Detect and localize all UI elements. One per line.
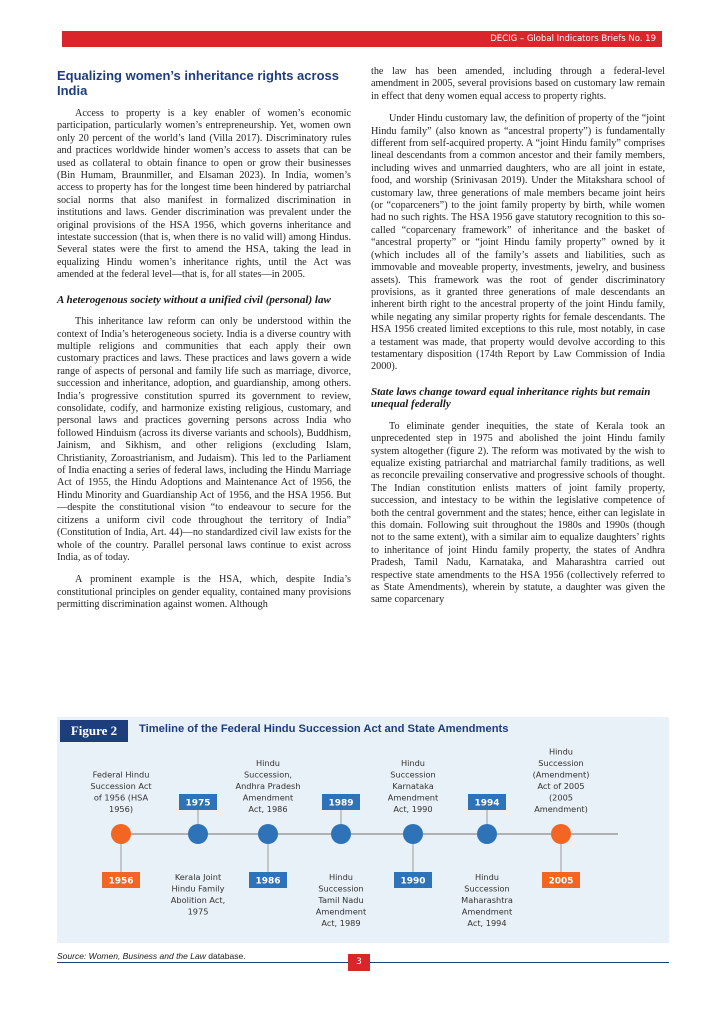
event-description-line: Kerala Joint xyxy=(174,872,222,882)
subsection-heading: State laws change toward equal inheritance rights but remain unequal federally xyxy=(371,385,651,411)
event-description-line: Amendment xyxy=(315,906,367,917)
event-description-line: Hindu xyxy=(400,758,426,768)
event-description-line: Hindu Family xyxy=(171,883,225,894)
event-marker xyxy=(331,824,351,844)
event-description-line: Abolition Act, xyxy=(170,895,226,905)
event-description-line: Act, 1990 xyxy=(393,804,433,814)
timeline-event-1986 xyxy=(235,758,300,888)
event-description-line: (2005 xyxy=(548,792,574,803)
left-column xyxy=(57,66,351,612)
year-label: 2005 xyxy=(548,876,574,887)
paragraph: Access to property is a key enabler of women’s economic participation, particularly women’s entrepreneurship. Yet, women own only 20 percent of the world’s land (Villa 2017). Discriminatory rules and practices worldwide hinder women’s access to assets that can be used as collateral to obtain finance to open or grow their businesses (Bin Humam, Braunmiller, and Elsaman 2023). In India, women’s access to property has for the longest time been hindered by patriarchal social norms that also manifest in formalized discrimination in institutions and laws. Gender discrimination was prevalent under the original provisions of the HSA 1956, which governs inheritance and intestate succession (that is, when there is no valid will) among Hindus. Several states were the first to amend the HSA, taking the lead in equalizing Hindu women’s inheritance rights, until the Act was amended at the federal level—that is, for all states—in 2005. xyxy=(57,108,351,281)
year-label: 1975 xyxy=(185,798,211,809)
event-description-line: Tamil Nadu xyxy=(318,895,364,905)
event-description-line: Amendment xyxy=(242,792,294,803)
event-marker xyxy=(111,824,131,844)
timeline-chart xyxy=(57,742,669,942)
event-description-line: Succession xyxy=(464,883,510,894)
event-marker xyxy=(551,824,571,844)
year-label: 1990 xyxy=(400,876,426,887)
figure-header xyxy=(57,720,669,742)
year-label: 1956 xyxy=(108,876,134,887)
event-description-line: Succession xyxy=(318,883,364,894)
paragraph: Under Hindu customary law, the definition of property of the “joint Hindu family” (also known as “ancestral property”) is fundamentally different from self-acquired property. A “joint Hindu family” comprises lineal descendants from a common ancestor and their family members, including wives and unmarried daughters, who are all joint in estate, food, and worship (Srinivasan 2019). Under the Mitakshara school of customary law, three generations of male members became joint heirs (or “coparceners”) to the joint family property by birth, while women had no such rights. The HSA 1956 gave statutory recognition to this so-called “coparcenary framework” of inheritance and the basket of “ancestral property” or “joint Hindu family property” owned by it (which includes all of the family’s assets and liabilities, such as immovable and moveable property, investments, jewelry, and business assets). This framework was the root of gender discriminatory provisions, as it granted three generations of male descendants an inherent birth right to the ancestral property of the joint Hindu family, while negating any similar property rights for female descendants. The HSA 1956 created limited exceptions to this rule, most notably, in case a testament was made, that property would devolve according to this testamentary disposition (174th Report by Law Commission of India 2000). xyxy=(371,113,665,373)
event-description-line: Act, 1994 xyxy=(467,918,507,928)
event-description-line: Hindu xyxy=(255,758,281,768)
figure-label: Figure 2 xyxy=(60,720,128,742)
year-label: 1986 xyxy=(255,876,281,887)
source-suffix: database. xyxy=(208,951,246,961)
event-description-line: Succession Act xyxy=(90,781,152,791)
event-description-line: Succession, xyxy=(243,769,293,780)
event-description-line: Amendment xyxy=(387,792,439,803)
paragraph: This inheritance law reform can only be understood within the context of India’s heterogeneous society. India is a diverse country with multiple religions and communities that each apply their own customary practices and laws. These practices and laws govern a wide range of aspects of personal and family life such as marriage, divorce, succession and inheritance, adoption, and guardianship, among others. India’s progressive constitution spurred its government to review, consolidate, codify, and harmonize existing religious, customary, and personal laws and practices governing persons across India who followed Hinduism (across its diverse variants and schools), Buddhism, Jainism, and Sikhism, and other religions (excluding Islam, Christianity, Zoroastrianism, and Judaism). This led to the Parliament of India enacting a series of federal laws, including the Hindu Marriage Act of 1955, the Hindu Adoptions and Maintenance Act of 1956, the Hindu Minority and Guardianship Act of 1956, and the HSA 1956. But—despite the constitutional vision “to endeavour to secure for the citizens a uniform civil code throughout the territory of India” (Constitution of India, Art. 44)—no standardized civil law exists for the whole of the country. Parallel personal laws continue to exist across India, as of today. xyxy=(57,316,351,563)
timeline-event-1990 xyxy=(388,758,439,888)
event-description-line: of 1956 (HSA xyxy=(93,792,149,803)
paragraph: the law has been amended, including through a federal-level amendment in 2005, several provisions based on customary law remain in effect that deny women equal access to property rights. xyxy=(371,66,665,102)
event-description-line: Karnataka xyxy=(392,781,434,791)
event-description-line: (Amendment) xyxy=(532,769,590,780)
event-marker xyxy=(403,824,423,844)
event-description-line: Amendment xyxy=(461,906,513,917)
timeline-events xyxy=(90,747,589,929)
subsection-heading: A heterogenous society without a unified civil (personal) law xyxy=(57,293,331,306)
event-marker xyxy=(477,824,497,844)
event-description-line: Succession xyxy=(538,758,584,768)
timeline-event-1989 xyxy=(316,794,367,928)
year-label: 1994 xyxy=(474,798,500,809)
event-description-line: Act, 1989 xyxy=(321,918,361,928)
event-description-line: 1956) xyxy=(108,804,134,814)
figure-source xyxy=(57,951,246,961)
source-prefix: Source: xyxy=(57,951,87,961)
event-description-line: Hindu xyxy=(474,872,500,882)
figure-title: Timeline of the Federal Hindu Succession Act and State Amendments xyxy=(139,723,509,735)
event-description-line: 1975 xyxy=(187,906,209,917)
event-description-line: Act, 1986 xyxy=(248,804,288,814)
paragraph: A prominent example is the HSA, which, despite India’s constitutional principles on gender equality, contained many provisions permitting discrimination against women. Although xyxy=(57,574,351,611)
brief-title: DECIG – Global Indicators Briefs No. 19 xyxy=(490,34,656,44)
paragraph: To eliminate gender inequities, the state of Kerala took an unprecedented step in 1975 and abolished the joint Hindu family system altogether (figure 2). The reform was motivated by the wish to equalize existing patriarchal and matriarchal family traditions, as well as reconcile prevailing conservative and progressive schools of thought. The Indian constitution enlists matters of joint family property, succession, and intestacy to be within the legislative competence of both the central government and the states; hence, either can legislate in this domain. Following suit throughout the 1980s and 1990s (though not to the same extent), with a similar aim to equalize daughters’ rights to inheritance of joint Hindu family property, the states of Andhra Pradesh, Tamil Nadu, Karnataka, and Maharashtra carried out respective state amendments to the HSA 1956 (collectively referred to as State Amendments), wherein by statute, a daughter was given the same coparcenary xyxy=(371,420,665,606)
right-column xyxy=(371,66,665,607)
timeline-event-1994 xyxy=(461,794,513,928)
event-description-line: Succession xyxy=(390,769,436,780)
event-description-line: Amendment) xyxy=(534,804,588,814)
event-description-line: Maharashtra xyxy=(461,895,513,905)
event-description-line: Federal Hindu xyxy=(92,769,150,780)
event-description-line: Hindu xyxy=(328,872,354,882)
timeline-event-1956 xyxy=(90,770,152,889)
event-description-line: Act of 2005 xyxy=(537,781,585,791)
event-marker xyxy=(188,824,208,844)
year-label: 1989 xyxy=(328,798,354,809)
timeline-event-2005 xyxy=(533,747,590,889)
event-description-line: Hindu xyxy=(548,746,574,757)
event-marker xyxy=(258,824,278,844)
page-number: 3 xyxy=(348,954,370,971)
source-title: Women, Business and the Law xyxy=(88,951,206,961)
section-heading: Equalizing women’s inheritance rights across India xyxy=(57,68,339,98)
event-description-line: Andhra Pradesh xyxy=(235,781,301,791)
header-bar xyxy=(62,31,662,47)
timeline-event-1975 xyxy=(171,794,225,917)
